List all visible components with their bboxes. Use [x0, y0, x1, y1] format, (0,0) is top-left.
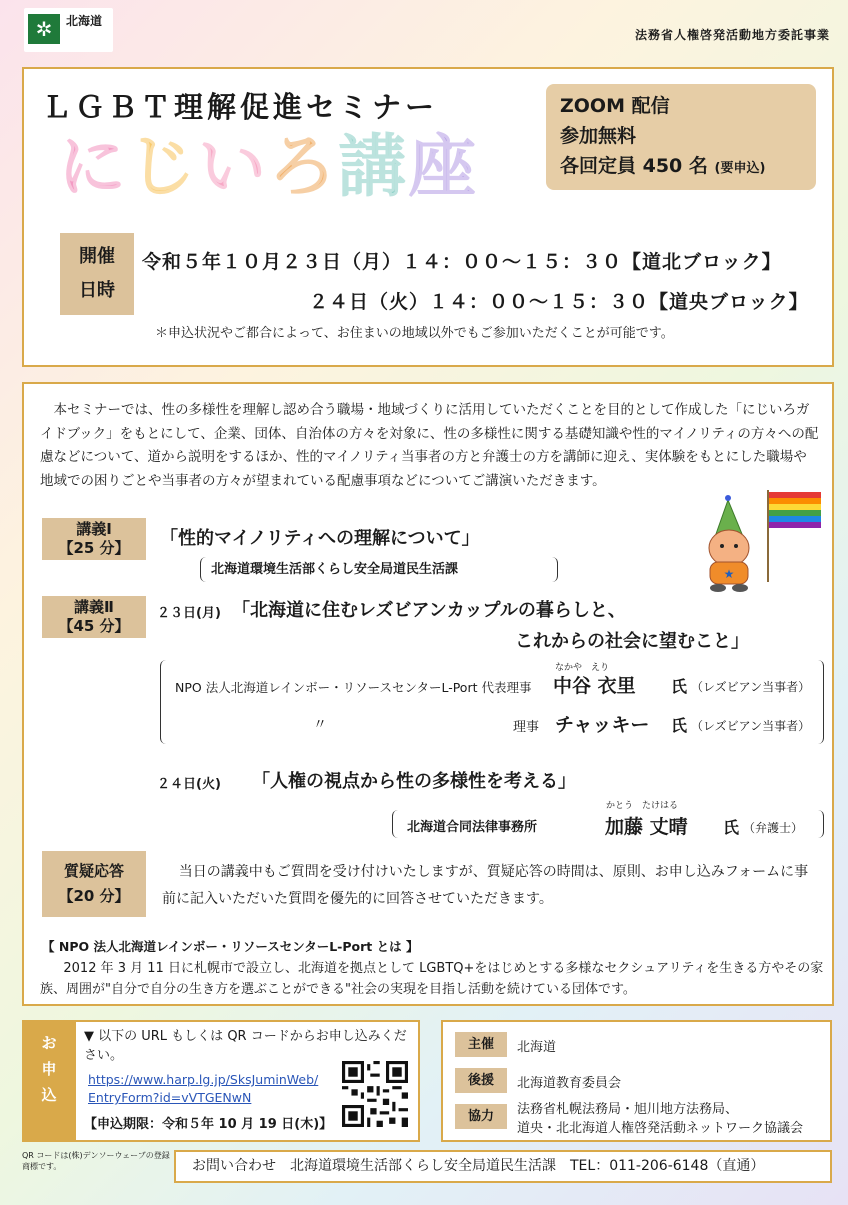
free-line: 参加無料	[560, 125, 637, 147]
lecture2-speakers	[160, 660, 824, 744]
lecture1-title: 「性的マイノリティへの理解について」	[160, 528, 480, 549]
capacity-line: 各回定員 450 名 (要申込)	[560, 155, 766, 177]
qr-code-icon[interactable]	[342, 1061, 408, 1127]
speaker1-org: NPO 法人北海道レインボー・リソースセンターL-Port 代表理事	[175, 680, 532, 695]
speaker1-ruby: なかや えり	[555, 663, 610, 673]
svg-text:★: ★	[723, 567, 735, 581]
lecture2-title-line1: 「北海道に住むレズビアンカップルの暮らしと、	[232, 600, 626, 621]
speaker3-ruby: かとう たけはる	[606, 801, 679, 811]
zoom-line: ZOOM 配信	[560, 95, 670, 117]
sponsor-note: 法務省人権啓発活動地方委託事業	[634, 28, 830, 42]
rainbow-char: 座	[408, 128, 479, 207]
apply-url-link[interactable]: https://www.harp.lg.jp/SksJuminWeb/ EntryForm?id=vVTGENwN	[88, 1072, 319, 1105]
speaker3-suffix: 氏	[723, 818, 740, 837]
rainbow-char: 講	[338, 128, 409, 207]
logo-text: 北海道	[66, 14, 103, 28]
qa-label: 質疑応答 【20 分】	[42, 851, 146, 917]
speaker3-box	[392, 810, 824, 838]
hokkaido-logo	[24, 8, 113, 52]
speaker1-name: 中谷 衣里	[553, 675, 636, 697]
rainbow-char: い	[198, 128, 269, 207]
schedule-note: ＊申込状況やご都合によって、お住まいの地域以外でもご参加いただくことが可能です。	[155, 326, 674, 341]
organizers-box	[441, 1020, 832, 1142]
rainbow-title	[58, 128, 478, 208]
npo-heading: 【 NPO 法人北海道レインボー・リソースセンターL-Port とは 】	[42, 939, 419, 954]
schedule-date-2: ２４日（火）１４：００～１５：３０【道央ブロック】	[309, 291, 809, 313]
apply-instructions: ▼ 以下の URL もしくは QR コードからお申し込みください。	[84, 1029, 407, 1063]
rainbow-char: じ	[128, 128, 199, 207]
speaker3-org: 北海道合同法律事務所	[407, 820, 538, 835]
apply-deadline: 【申込期限：令和５年 10 月 19 日(木)】	[84, 1117, 333, 1132]
speaker2-role: 理事	[513, 720, 540, 735]
ditto-mark: 〃	[313, 717, 327, 733]
qr-trademark-note: QR コードは(株)デンソーウェーブの登録商標です。	[22, 1151, 170, 1171]
organizer-label: 主催	[455, 1032, 507, 1057]
speaker2-name: チャッキー	[555, 714, 650, 736]
schedule-date-1: 令和５年１０月２３日（月）１４：００～１５：３０【道北ブロック】	[142, 251, 782, 273]
cooperator-value: 法務省札幌法務局・旭川地方法務局、 道央・北北海道人権啓発活動ネットワーク協議会	[517, 1102, 804, 1136]
speaker3-note: （弁護士）	[743, 821, 804, 835]
contact-info: お問い合わせ 北海道環境生活部くらし安全局道民生活課 TEL：011-206-6148（直通）	[174, 1150, 832, 1183]
supporter-label: 後援	[455, 1068, 507, 1093]
speaker2-note: （レズビアン当事者）	[691, 719, 811, 733]
intro-text: 本セミナーでは、性の多様性を理解し認め合う職場・地域づくりに活用していただくことを目的として作成した「にじいろガイドブック」をもとにして、企業、団体、自治体の方々を対象に、性の多様性に関する基礎知識や性的マイノリティの方々への配慮などについて、道から説明をするほか、性的マイノリティ当事者の方と弁護士の方を講師に迎え、実体験をもとにした職場や地域での困りごとや当事者の方々が望まれている配慮事項などについてご講演いただきます。	[40, 402, 819, 489]
rainbow-char: ろ	[268, 128, 339, 207]
lecture2-date-24: ２４日(火)	[157, 777, 221, 792]
schedule-label: 開催 日時	[60, 233, 134, 315]
lecture2-date-23: ２３日(月)	[157, 606, 221, 621]
lecture2-label: 講義Ⅱ 【45 分】	[42, 596, 146, 638]
speaker1-suffix: 氏	[671, 677, 688, 696]
rainbow-char: に	[58, 128, 129, 207]
apply-side-label: お 申 込	[22, 1020, 76, 1142]
cooperator-label: 協力	[455, 1104, 507, 1129]
lecture1-speaker-org: 北海道環境生活部くらし安全局道民生活課	[200, 557, 558, 582]
speaker3-name: 加藤 丈晴	[605, 816, 688, 838]
lecture2-title-line2: これからの社会に望むこと」	[515, 631, 749, 652]
star-icon: ✲	[35, 17, 53, 41]
page-title: ＬＧＢＴ理解促進セミナー	[42, 90, 439, 124]
qa-text: 当日の講義中もご質問を受け付けいたしますが、質疑応答の時間は、原則、お申し込みフォームに事前に記入いただいた質問を優先的に回答させていただきます。	[162, 864, 809, 907]
supporter-value: 北海道教育委員会	[517, 1076, 622, 1091]
lecture1-label: 講義Ⅰ 【25 分】	[42, 518, 146, 560]
event-info-box	[546, 84, 816, 190]
mascot-with-rainbow-flag-icon	[694, 486, 824, 598]
npo-text: 2012 年 3 月 11 日に札幌市で設立し、北海道を拠点として LGBTQ+をはじめとする多様なセクシュアリティを生きる方やその家族、周囲が"自分で自分の生き方を選ぶことができる"社会の実現を目指し活動を続けている団体です。	[40, 961, 824, 997]
speaker1-note: （レズビアン当事者）	[691, 680, 811, 694]
speaker2-suffix: 氏	[671, 716, 688, 735]
lecture2-title-24: 「人権の視点から性の多様性を考える」	[252, 771, 576, 792]
organizer-value: 北海道	[517, 1040, 557, 1055]
